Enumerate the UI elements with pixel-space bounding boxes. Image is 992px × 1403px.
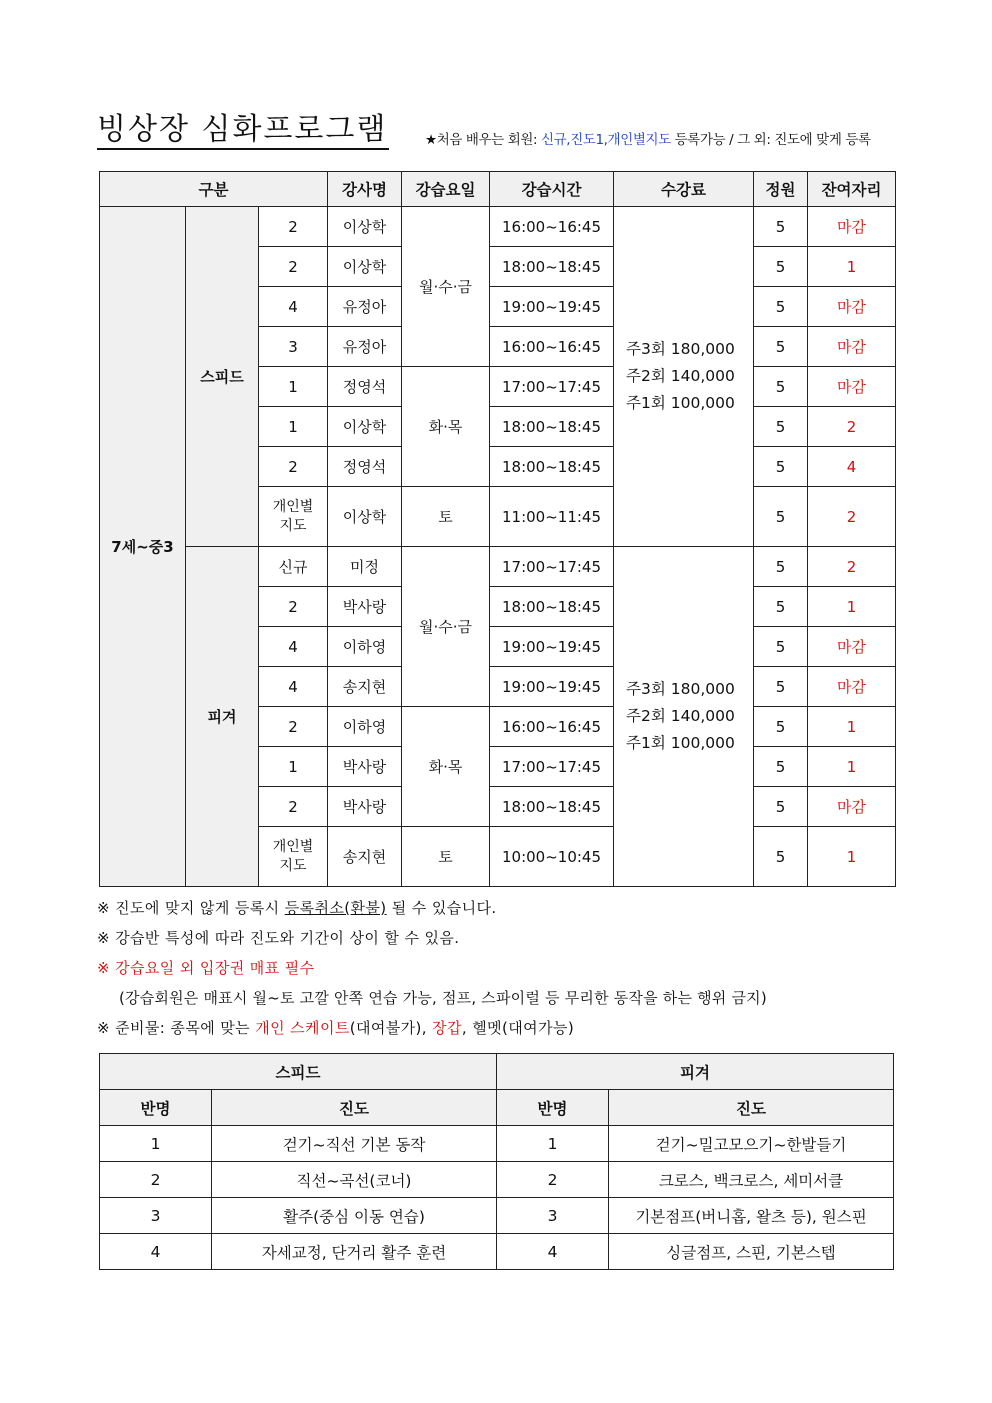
instructor-cell: 이상학 [328,207,402,247]
level-speed-class-header: 반명 [100,1090,212,1126]
level-f-class-cell: 3 [497,1198,609,1234]
remaining-cell: 1 [808,587,896,627]
level-row [100,1234,894,1270]
capacity-cell: 5 [754,207,808,247]
time-cell: 18:00~18:45 [490,447,614,487]
note-highlight: 신규,진도1,개인별지도 [541,132,671,148]
level-cell: 2 [259,707,328,747]
header-remaining: 잔여자리 [808,172,896,207]
note-suffix: 등록가능 / 그 외: 진도에 맞게 등록 [670,132,871,148]
registration-note [425,128,871,148]
level-figure-title: 피겨 [497,1054,894,1090]
capacity-cell: 5 [754,327,808,367]
level-cell: 개인별 지도 [259,827,328,887]
level-f-class-cell: 4 [497,1234,609,1270]
level-f-progress-cell: 기본점프(버니홉, 왈츠 등), 원스핀 [609,1198,894,1234]
speed-category: 스피드 [186,207,259,547]
figure-category: 피겨 [186,547,259,887]
instructor-cell: 이하영 [328,707,402,747]
time-cell: 18:00~18:45 [490,247,614,287]
level-cell: 1 [259,407,328,447]
time-cell: 16:00~16:45 [490,707,614,747]
header-time: 강습시간 [490,172,614,207]
header-category: 구분 [100,172,328,207]
capacity-cell: 5 [754,827,808,887]
time-cell: 19:00~19:45 [490,667,614,707]
days-cell: 월·수·금 [402,207,490,367]
level-row [100,1126,894,1162]
time-cell: 11:00~11:45 [490,487,614,547]
level-s-class-cell: 3 [100,1198,212,1234]
capacity-cell: 5 [754,367,808,407]
time-cell: 17:00~17:45 [490,747,614,787]
header-capacity: 정원 [754,172,808,207]
note-5-gloves: 장갑 [432,1019,462,1037]
level-cell: 2 [259,587,328,627]
level-cell: 4 [259,667,328,707]
instructor-cell: 송지현 [328,667,402,707]
level-speed-title: 스피드 [100,1054,497,1090]
title-area [97,112,897,152]
remaining-cell: 마감 [808,627,896,667]
level-s-progress-cell: 활주(중심 이동 연습) [212,1198,497,1234]
level-cell: 2 [259,247,328,287]
instructor-cell: 박사랑 [328,587,402,627]
level-f-class-cell: 2 [497,1162,609,1198]
schedule-row [100,207,896,247]
fee-line: 주3회 180,000 [626,340,735,358]
note-1-underline: 등록취소(환불) [284,899,387,917]
note-5 [97,1016,897,1046]
instructor-cell: 박사랑 [328,787,402,827]
level-figure-class-header: 반명 [497,1090,609,1126]
days-cell: 월·수·금 [402,547,490,707]
instructor-cell: 박사랑 [328,747,402,787]
level-speed-progress-header: 진도 [212,1090,497,1126]
schedule-header-row [100,172,896,207]
fee-line: 주1회 100,000 [626,734,735,752]
time-cell: 18:00~18:45 [490,407,614,447]
notes [97,896,897,1046]
schedule-row [100,547,896,587]
level-cell: 4 [259,287,328,327]
level-s-progress-cell: 직선~곡선(코너) [212,1162,497,1198]
level-f-progress-cell: 걷기~밀고모으기~한발들기 [609,1126,894,1162]
level-header-row [100,1090,894,1126]
level-f-progress-cell: 크로스, 백크로스, 세미서클 [609,1162,894,1198]
page-title: 빙상장 심화프로그램 [97,112,389,150]
capacity-cell: 5 [754,247,808,287]
remaining-cell: 마감 [808,367,896,407]
time-cell: 18:00~18:45 [490,587,614,627]
level-row [100,1198,894,1234]
remaining-cell: 4 [808,447,896,487]
time-cell: 19:00~19:45 [490,287,614,327]
capacity-cell: 5 [754,287,808,327]
instructor-cell: 미정 [328,547,402,587]
level-f-progress-cell: 싱글점프, 스핀, 기본스텝 [609,1234,894,1270]
capacity-cell: 5 [754,547,808,587]
note-2: ※ 강습반 특성에 따라 진도와 기간이 상이 할 수 있음. [97,929,460,947]
remaining-cell: 1 [808,747,896,787]
time-cell: 16:00~16:45 [490,327,614,367]
level-figure-progress-header: 진도 [609,1090,894,1126]
note-5-text: ※ 준비물: 종목에 맞는 [97,1019,256,1037]
capacity-cell: 5 [754,587,808,627]
level-cell: 2 [259,207,328,247]
capacity-cell: 5 [754,487,808,547]
remaining-cell: 마감 [808,327,896,367]
remaining-cell: 2 [808,487,896,547]
level-cell: 개인별 지도 [259,487,328,547]
capacity-cell: 5 [754,787,808,827]
instructor-cell: 이상학 [328,487,402,547]
schedule-table [99,171,896,887]
note-1-text: ※ 진도에 맞지 않게 등록시 [97,899,285,917]
fee-line: 주2회 140,000 [626,707,735,725]
days-cell: 화·목 [402,367,490,487]
remaining-cell: 2 [808,547,896,587]
header-days: 강습요일 [402,172,490,207]
instructor-cell: 유정아 [328,287,402,327]
capacity-cell: 5 [754,707,808,747]
level-s-progress-cell: 걷기~직선 기본 동작 [212,1126,497,1162]
level-cell: 1 [259,367,328,407]
time-cell: 19:00~19:45 [490,627,614,667]
level-title-row [100,1054,894,1090]
level-s-class-cell: 2 [100,1162,212,1198]
time-cell: 17:00~17:45 [490,547,614,587]
capacity-cell: 5 [754,627,808,667]
level-cell: 2 [259,447,328,487]
remaining-cell: 1 [808,247,896,287]
fee-line: 주1회 100,000 [626,394,735,412]
instructor-cell: 정영석 [328,447,402,487]
days-cell: 토 [402,827,490,887]
level-cell: 신규 [259,547,328,587]
header-fee: 수강료 [614,172,754,207]
remaining-cell: 1 [808,827,896,887]
level-s-progress-cell: 자세교정, 단거리 활주 훈련 [212,1234,497,1270]
level-cell: 4 [259,627,328,667]
level-cell: 1 [259,747,328,787]
speed-fee-cell [614,207,754,547]
remaining-cell: 마감 [808,787,896,827]
remaining-cell: 마감 [808,667,896,707]
age-group: 7세~중3 [100,207,186,887]
note-4: (강습회원은 매표시 월~토 고깔 안쪽 연습 가능, 점프, 스파이럴 등 무리한 동작을 하는 행위 금지) [119,989,767,1007]
level-table [99,1053,894,1270]
instructor-cell: 정영석 [328,367,402,407]
instructor-cell: 이상학 [328,407,402,447]
note-1-tail: 될 수 있습니다. [386,899,497,917]
remaining-cell: 1 [808,707,896,747]
capacity-cell: 5 [754,747,808,787]
days-cell: 화·목 [402,707,490,827]
instructor-cell: 이하영 [328,627,402,667]
note-prefix: ★처음 배우는 회원: [425,132,542,148]
remaining-cell: 마감 [808,287,896,327]
note-1 [97,896,897,926]
level-f-class-cell: 1 [497,1126,609,1162]
time-cell: 16:00~16:45 [490,207,614,247]
header-instructor: 강사명 [328,172,402,207]
time-cell: 17:00~17:45 [490,367,614,407]
note-5-mid: (대여불가), [349,1019,433,1037]
capacity-cell: 5 [754,447,808,487]
days-cell: 토 [402,487,490,547]
fee-line: 주2회 140,000 [626,367,735,385]
fee-line: 주3회 180,000 [626,680,735,698]
remaining-cell: 마감 [808,207,896,247]
instructor-cell: 송지현 [328,827,402,887]
instructor-cell: 유정아 [328,327,402,367]
remaining-cell: 2 [808,407,896,447]
capacity-cell: 5 [754,407,808,447]
time-cell: 18:00~18:45 [490,787,614,827]
level-cell: 3 [259,327,328,367]
note-5-tail: , 헬멧(대여가능) [461,1019,575,1037]
capacity-cell: 5 [754,667,808,707]
time-cell: 10:00~10:45 [490,827,614,887]
note-3: ※ 강습요일 외 입장권 매표 필수 [97,959,315,977]
level-s-class-cell: 1 [100,1126,212,1162]
level-row [100,1162,894,1198]
level-cell: 2 [259,787,328,827]
note-5-skate: 개인 스케이트 [255,1019,350,1037]
instructor-cell: 이상학 [328,247,402,287]
figure-fee-cell [614,547,754,887]
level-s-class-cell: 4 [100,1234,212,1270]
